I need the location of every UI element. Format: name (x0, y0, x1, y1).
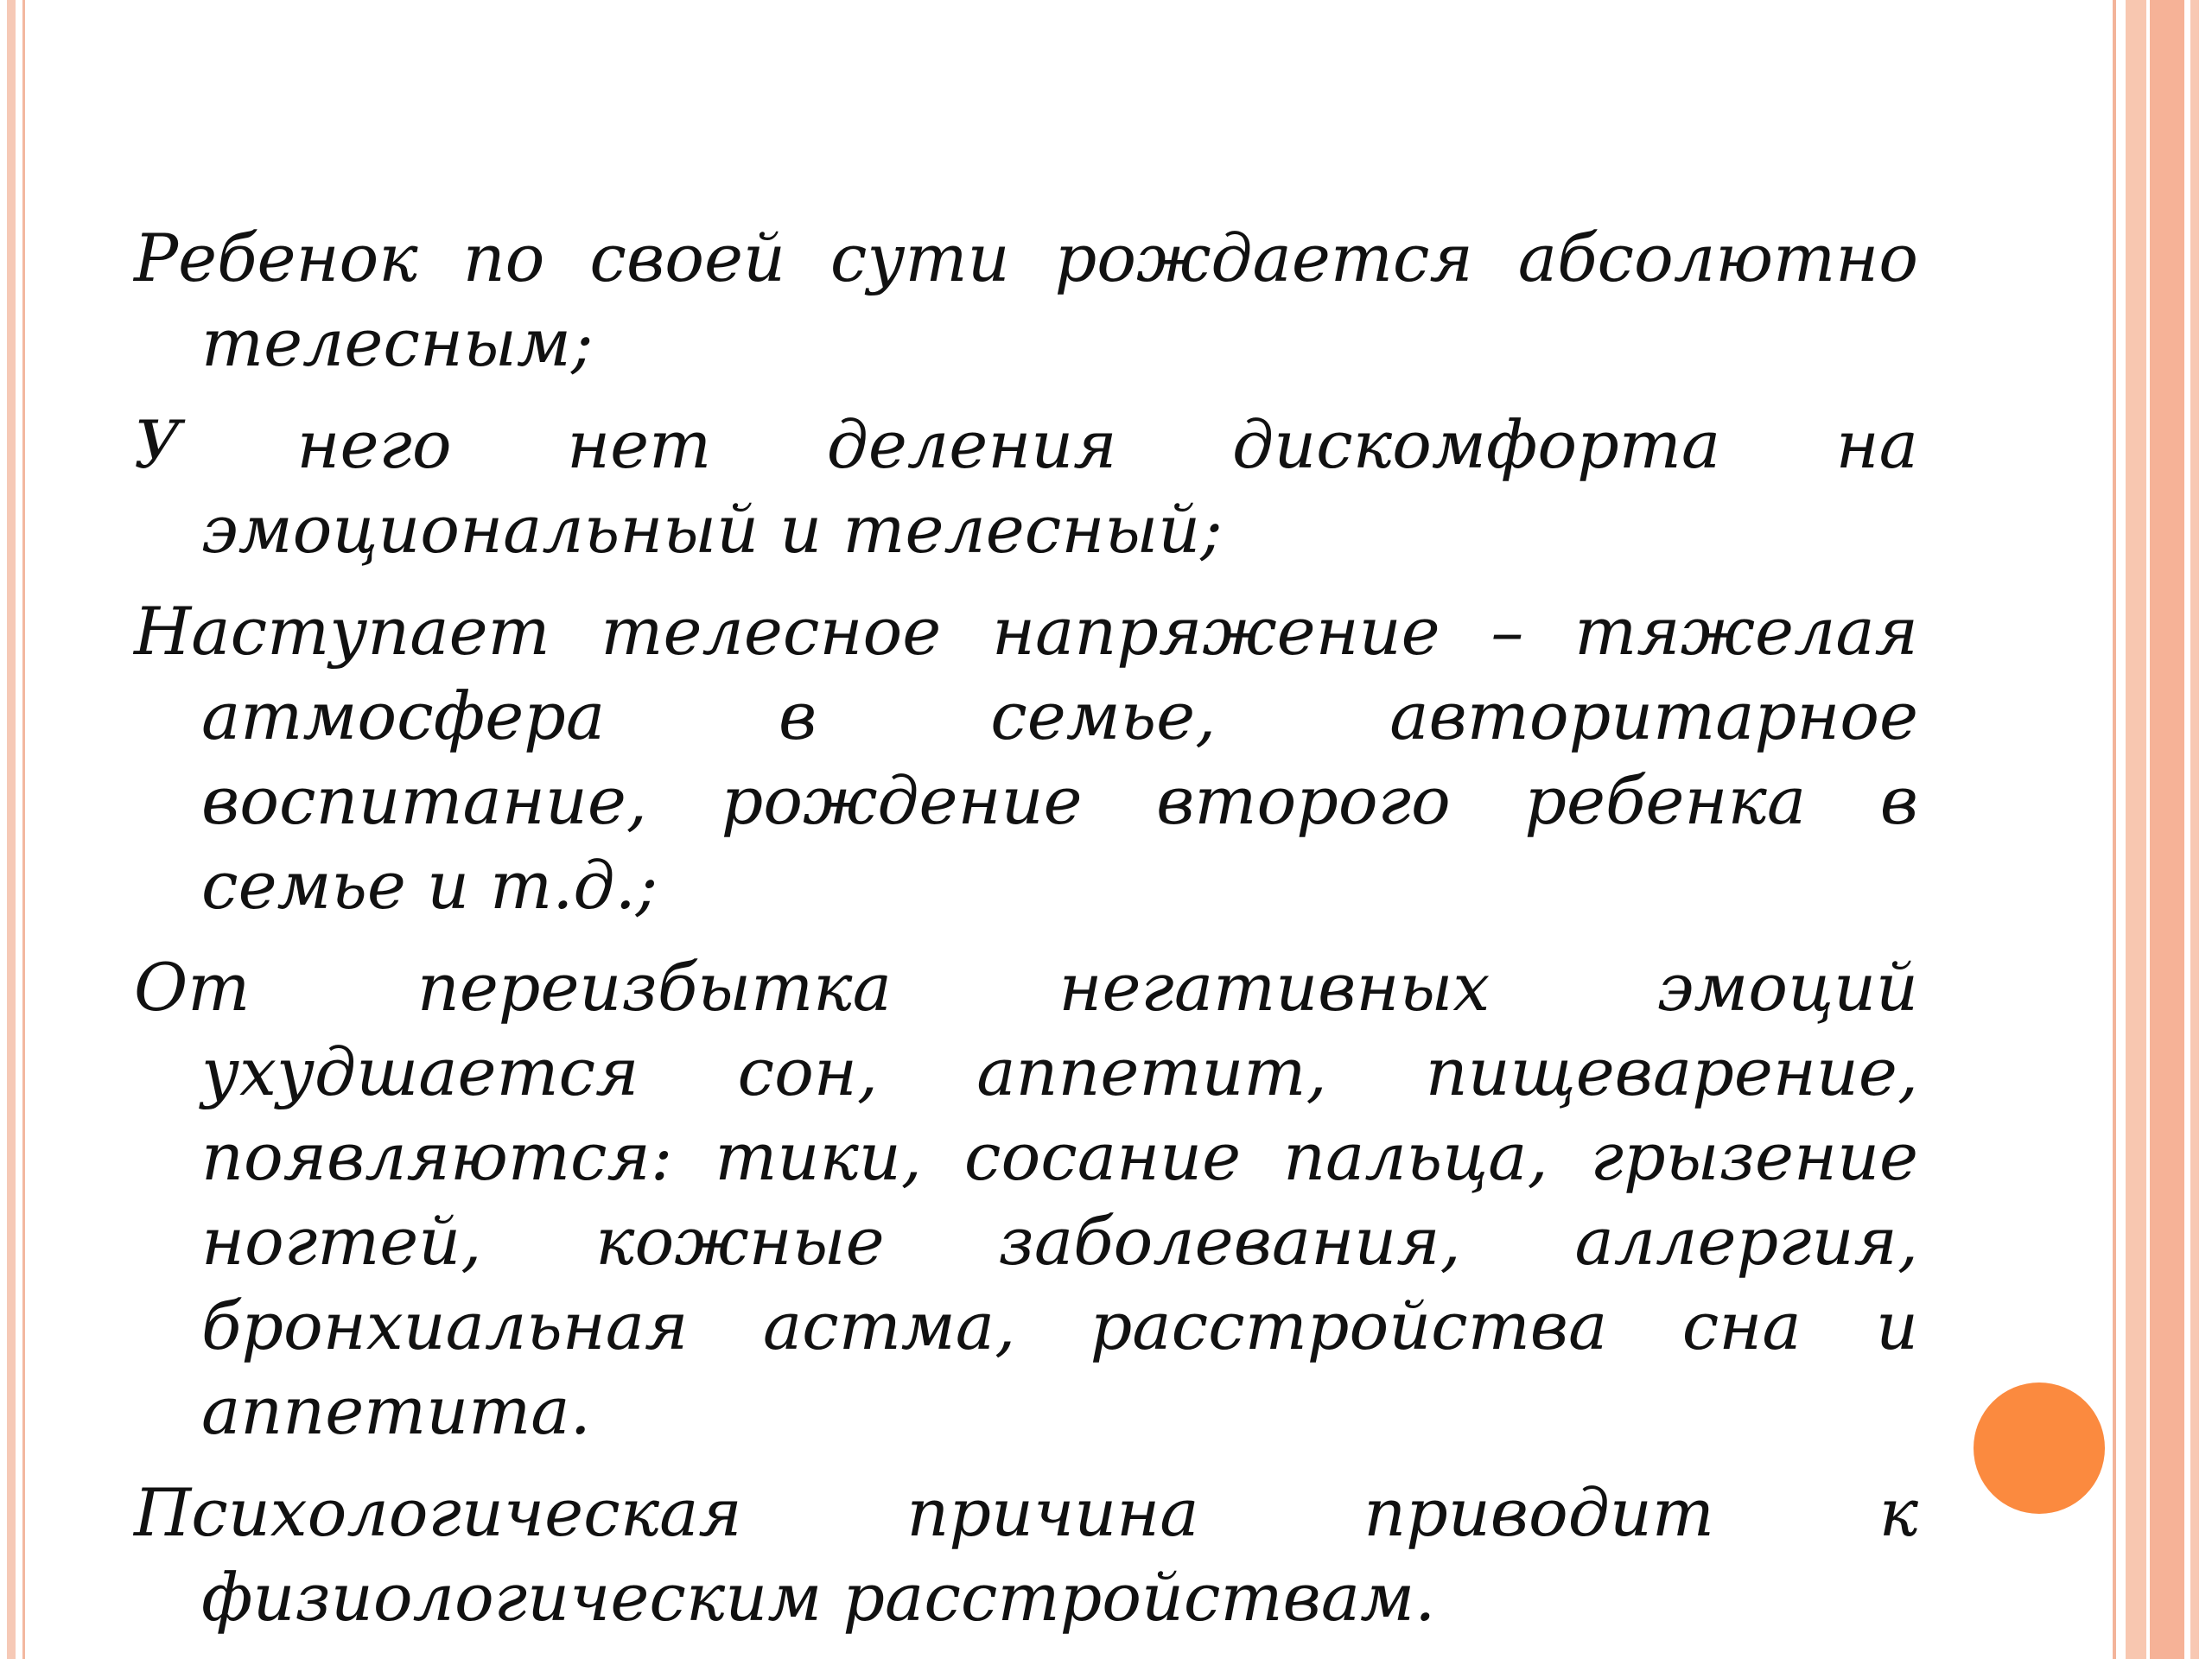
decorative-circle (1974, 1382, 2105, 1514)
right-frame-band-wide (2150, 0, 2184, 1659)
right-frame-edge (2190, 0, 2199, 1659)
slide-body (134, 216, 1918, 1657)
paragraph-3: Наступает телесное напряжение – тяжелая атмосфера в семье, авторитарное воспитание, рождение второго ребенка в семье и т.д.; (134, 593, 1918, 924)
right-frame-band (2126, 0, 2146, 1659)
left-frame-band (7, 0, 16, 1659)
paragraph-4: От переизбытка негативных эмоций ухудшается сон, аппетит, пищеварение, появляются: тики, сосание пальца, грызение ногтей, кожные заболевания, аллергия, бронхиальная астма, расстройства сна и аппетита. (134, 949, 1918, 1449)
paragraph-1: Ребенок по своей сути рождается абсолютно телесным; (134, 219, 1918, 381)
right-frame-line (2113, 0, 2116, 1659)
paragraph-2: У него нет деления дискомфорта на эмоциональный и телесный; (134, 406, 1918, 568)
left-frame-line (22, 0, 25, 1659)
paragraph-5: Психологическая причина приводит к физиологическим расстройствам. (134, 1474, 1918, 1636)
